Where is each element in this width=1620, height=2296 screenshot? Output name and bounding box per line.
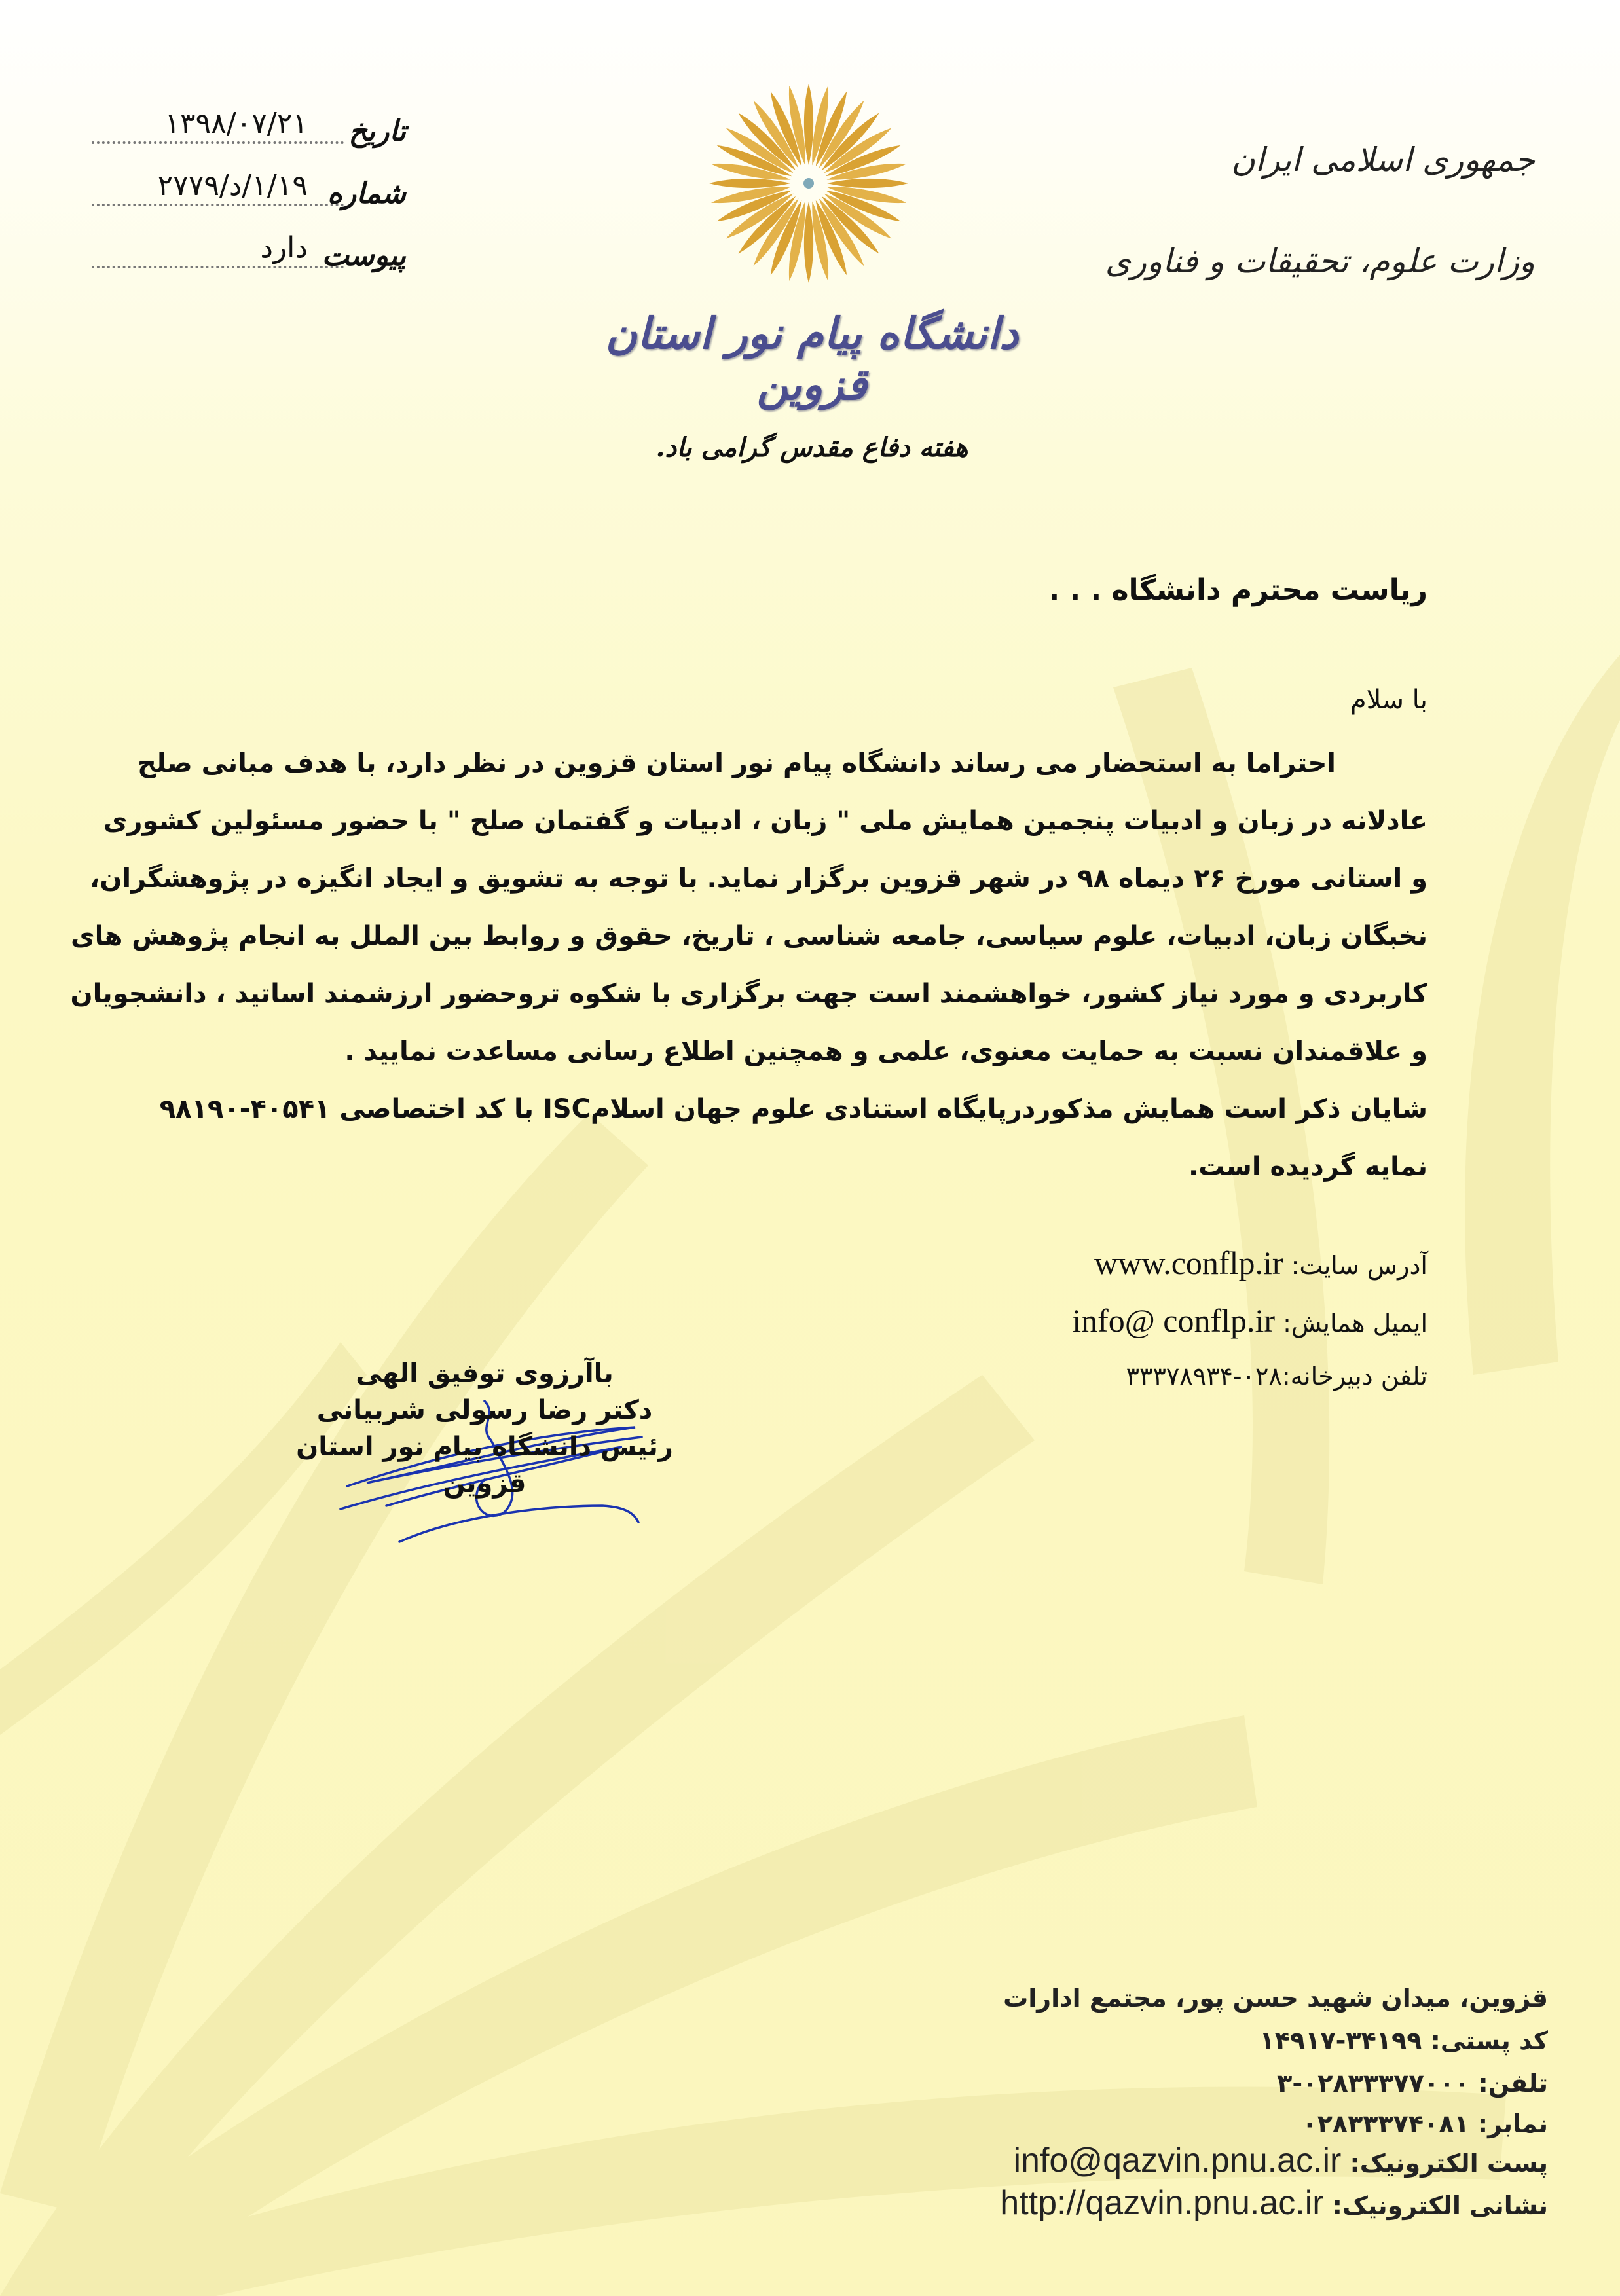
conference-email bbox=[1072, 1302, 1427, 1339]
number-field bbox=[92, 167, 406, 213]
postal-code: ۳۴۱۹۹-۱۴۹۱۷ bbox=[1259, 2026, 1422, 2055]
greeting: با سلام bbox=[1350, 685, 1427, 715]
date-value: ۱۳۹۸/۰۷/۲۱ bbox=[164, 107, 308, 140]
signer-name: دکتر رضا رسولی شربیانی bbox=[316, 1395, 653, 1425]
sunburst-logo-icon bbox=[704, 79, 913, 288]
body-line: و علاقمندان نسبت به حمایت معنوی، علمی و همچنین اطلاع رسانی مساعدت نمایید . bbox=[344, 1036, 1427, 1066]
date-label: تاریخ bbox=[348, 115, 406, 148]
dotted-line bbox=[92, 204, 344, 206]
footer-postal bbox=[1260, 2026, 1548, 2055]
secretariat-phone bbox=[1126, 1362, 1427, 1391]
university-name: دانشگاه پیام نور استان قزوین bbox=[605, 308, 1019, 410]
number-label: شماره bbox=[327, 177, 406, 210]
footer-fax bbox=[1302, 2109, 1549, 2138]
footer-website bbox=[1000, 2183, 1548, 2223]
signature-block bbox=[275, 1355, 694, 1502]
dotted-line bbox=[92, 266, 344, 268]
footer-phone bbox=[1277, 2069, 1548, 2098]
conference-website bbox=[1094, 1244, 1427, 1282]
number-value: ۱/۱۹/د/۲۷۷۹ bbox=[157, 169, 308, 202]
email-label: ایمیل همایش: bbox=[1275, 1309, 1427, 1338]
fax-label: نمابر: bbox=[1469, 2109, 1548, 2138]
phone-number: ۰۲۸۳۳۳۷۷۰۰۰-۳ bbox=[1277, 2069, 1470, 2098]
motto: هفته دفاع مقدس گرامی باد. bbox=[655, 432, 968, 463]
footer-address: قزوین، میدان شهید حسن پور، مجتمع ادارات bbox=[1003, 1984, 1548, 2013]
email-label: پست الکترونیک: bbox=[1341, 2149, 1548, 2178]
salutation: ریاست محترم دانشگاه . . . bbox=[1048, 574, 1427, 607]
body-line: کاربردی و مورد نیاز کشور، خواهشمند است جهت برگزاری با شکوه تروحضور ارزشمند اساتید ، دانشجویان bbox=[70, 979, 1427, 1009]
email-link[interactable]: info@ conflp.ir bbox=[1072, 1302, 1276, 1339]
letter-body bbox=[70, 738, 1427, 1199]
body-line: عادلانه در زبان و ادبیات پنجمین همایش ملی " زبان ، ادبیات و گفتمان صلح " با حضور مسئولین کشوری bbox=[103, 806, 1427, 836]
logo-petal bbox=[709, 179, 790, 188]
body-line: احتراما به استحضار می رساند دانشگاه پیام نور استان قزوین در نظر دارد، با هدف مبانی صلح bbox=[137, 748, 1336, 778]
logo-petal bbox=[804, 84, 813, 165]
ministry-title: وزارت علوم، تحقیقات و فناوری bbox=[1105, 242, 1535, 280]
body-line: شایان ذکر است همایش مذکوردرپایگاه استنادی علوم جهان اسلامISC با کد اختصاصی ۴۰۵۴۱-۹۸۱۹۰ bbox=[159, 1094, 1427, 1124]
attachment-value: دارد bbox=[260, 231, 308, 264]
body-line: نخبگان زبان، ادبیات، علوم سیاسی، جامعه شناسی ، تاریخ، حقوق و روابط بین الملل به انجام پژوهش های bbox=[70, 921, 1427, 951]
footer-email bbox=[1013, 2141, 1548, 2180]
email-link[interactable]: info@qazvin.pnu.ac.ir bbox=[1013, 2141, 1342, 2179]
signer-title: رئیس دانشگاه پیام نور استان قزوین bbox=[296, 1432, 673, 1499]
dotted-line bbox=[92, 141, 344, 144]
logo-petal bbox=[827, 179, 908, 188]
phone-value: ۰۲۸-۳۳۳۷۸۹۳۴ bbox=[1126, 1362, 1282, 1391]
attachment-field bbox=[92, 229, 406, 275]
phone-label: تلفن: bbox=[1469, 2069, 1548, 2098]
postal-label: کد پستی: bbox=[1422, 2026, 1548, 2055]
logo-petal bbox=[804, 202, 813, 283]
body-line: نمایه گردیده است. bbox=[1188, 1152, 1427, 1182]
phone-label: تلفن دبیرخانه: bbox=[1281, 1362, 1427, 1391]
website-link[interactable]: www.conflp.ir bbox=[1094, 1245, 1283, 1281]
attachment-label: پیوست bbox=[322, 239, 406, 272]
government-title: جمهوری اسلامی ایران bbox=[1231, 141, 1535, 179]
fax-number: ۰۲۸۳۳۳۷۴۰۸۱ bbox=[1302, 2109, 1469, 2138]
logo-center bbox=[803, 178, 814, 189]
website-link[interactable]: http://qazvin.pnu.ac.ir bbox=[1000, 2184, 1324, 2222]
body-line: و استانی مورخ ۲۶ دیماه ۹۸ در شهر قزوین برگزار نماید. با توجه به تشویق و ایجاد انگیزه در پژوهشگران، bbox=[90, 864, 1427, 894]
closing-phrase: باآرزوی توفیق الهی bbox=[356, 1358, 614, 1389]
website-label: آدرس سایت: bbox=[1283, 1251, 1427, 1280]
website-label: نشانی الکترونیک: bbox=[1323, 2191, 1548, 2220]
date-field bbox=[92, 105, 406, 151]
